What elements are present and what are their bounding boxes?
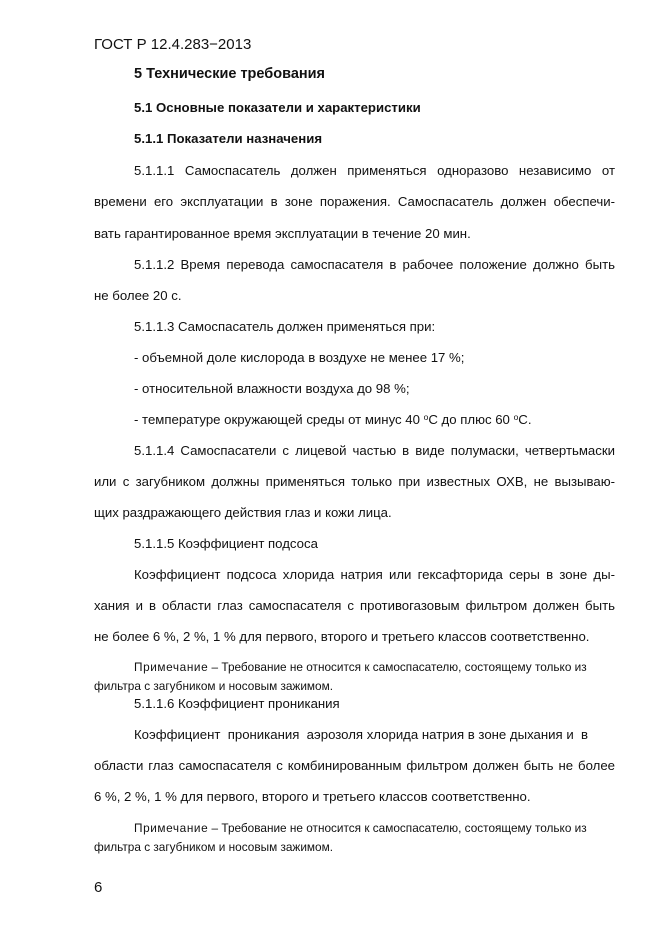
- note-label: Примечание: [134, 660, 209, 674]
- note-label: Примечание: [134, 821, 209, 835]
- text-line: области глаз самоспасателя с комбинированным фильтром должен быть не более: [94, 758, 615, 773]
- section-title: 5 Технические требования: [134, 66, 326, 82]
- note-text: – Требование не относится к самоспасателю, состоящему только из: [208, 821, 587, 835]
- note-text: фильтра с загубником и носовым зажимом.: [94, 840, 333, 854]
- list-item: - объемной доле кислорода в воздухе не менее 17 %;: [134, 350, 465, 365]
- text-line: 5.1.1.2 Время перевода самоспасателя в рабочее положение должно быть: [134, 257, 615, 272]
- text-line: времени его эксплуатации в зоне поражения. Самоспасатель должен обеспечи-: [94, 194, 615, 209]
- list-item-text: С.: [518, 412, 532, 427]
- note: [134, 659, 587, 675]
- paragraph-title: 5.1.1.6 Коэффициент проникания: [134, 696, 340, 711]
- list-item-text: - температуре окружающей среды от минус 40: [134, 412, 424, 427]
- degree-mark: о: [423, 412, 429, 422]
- text-line: вать гарантированное время эксплуатации в течение 20 мин.: [94, 226, 471, 241]
- text-line: 5.1.1.3 Самоспасатель должен применяться при:: [134, 319, 436, 334]
- text-line: 5.1.1.1 Самоспасатель должен применяться одноразово независимо от: [134, 163, 615, 178]
- text-line: Коэффициент подсоса хлорида натрия или гексафторида серы в зоне ды-: [134, 567, 615, 582]
- text-line: или с загубником должны применяться только при известных ОХВ, не вызываю-: [94, 474, 615, 489]
- note: [134, 820, 587, 836]
- paragraph-title: 5.1.1.5 Коэффициент подсоса: [134, 536, 318, 551]
- text-line: щих раздражающего действия глаз и кожи лица.: [94, 505, 392, 520]
- text-line: 6 %, 2 %, 1 % для первого, второго и третьего классов соответственно.: [94, 789, 531, 804]
- text-line: не более 20 с.: [94, 288, 182, 303]
- list-item-text: С до плюс 60: [428, 412, 514, 427]
- list-item: [134, 412, 531, 428]
- text-line: 5.1.1.4 Самоспасатели с лицевой частью в виде полумаски, четвертьмаски: [134, 443, 615, 458]
- text-line: хания и в области глаз самоспасателя с противогазовым фильтром должен быть: [94, 598, 615, 613]
- document-header: ГОСТ Р 12.4.283−2013: [94, 36, 252, 53]
- subsubsection-title: 5.1.1 Показатели назначения: [134, 131, 323, 146]
- degree-mark: о: [513, 412, 519, 422]
- subsection-title: 5.1 Основные показатели и характеристики: [134, 100, 421, 115]
- note-text: – Требование не относится к самоспасателю, состоящему только из: [208, 660, 587, 674]
- text-line: Коэффициент проникания аэрозоля хлорида натрия в зоне дыхания и в: [134, 727, 589, 742]
- text-line: не более 6 %, 2 %, 1 % для первого, второго и третьего классов соответственно.: [94, 629, 590, 644]
- note-text: фильтра с загубником и носовым зажимом.: [94, 679, 333, 693]
- list-item: - относительной влажности воздуха до 98 %;: [134, 381, 410, 396]
- page-number: 6: [94, 879, 103, 896]
